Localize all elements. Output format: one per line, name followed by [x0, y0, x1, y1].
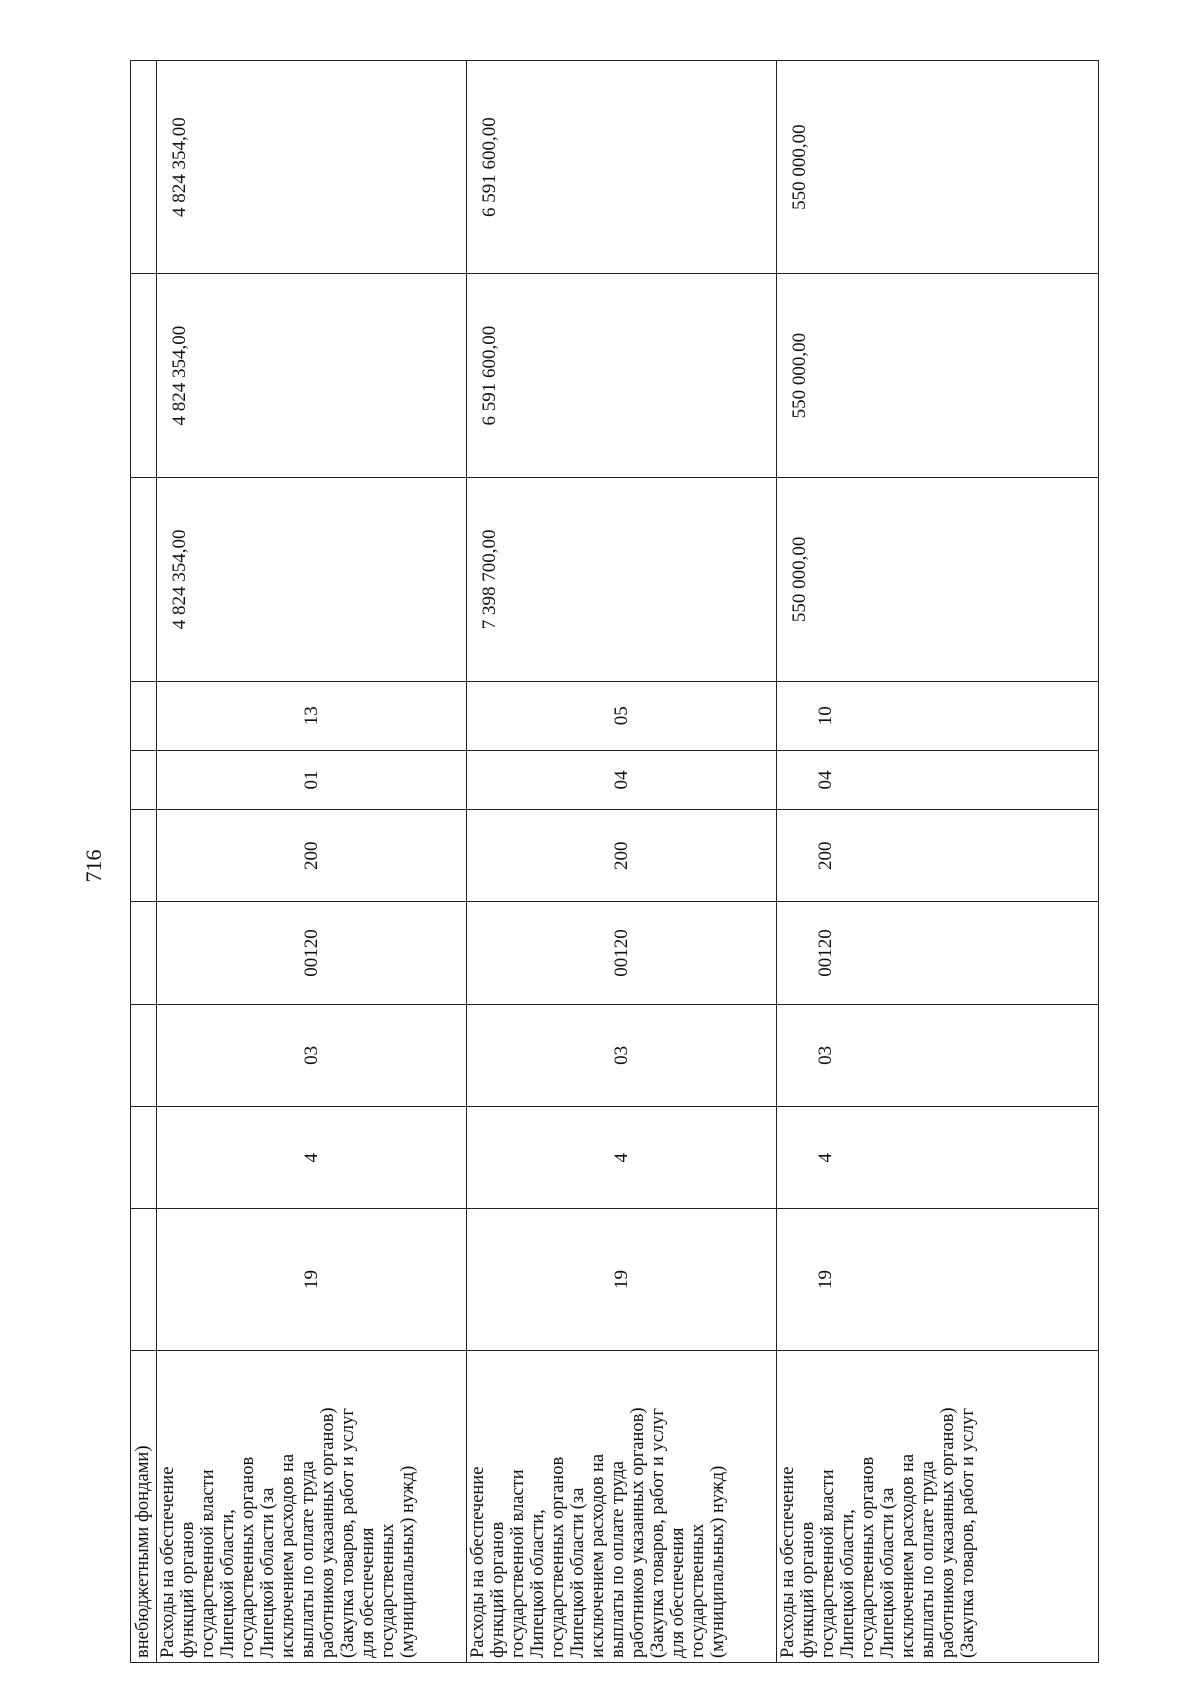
- cell-c6: 04: [467, 750, 777, 810]
- table-row: [157, 61, 467, 1663]
- rotated-table-wrapper: [130, 60, 1098, 1663]
- header-description-cell: внебюджетными фондами): [131, 1350, 157, 1662]
- header-empty-cell: [131, 810, 157, 902]
- cell-c1: 19: [157, 1209, 467, 1350]
- cell-amount-3: 6 591 600,00: [467, 61, 777, 274]
- table-header-row: [131, 61, 157, 1663]
- cell-c7: 05: [467, 681, 777, 750]
- cell-amount-2: 4 824 354,00: [157, 274, 467, 478]
- table-row: [467, 61, 777, 1663]
- cell-c5: 200: [467, 810, 777, 902]
- cell-c4: 00120: [467, 902, 777, 1004]
- cell-c5: 200: [157, 810, 467, 902]
- cell-c4: 00120: [777, 902, 1099, 1004]
- table-row: [777, 61, 1099, 1663]
- cell-c5: 200: [777, 810, 1099, 902]
- cell-c6: 04: [777, 750, 1099, 810]
- cell-c6: 01: [157, 750, 467, 810]
- budget-table: [130, 60, 1099, 1663]
- cell-amount-2: 550 000,00: [777, 274, 1099, 478]
- cell-c2: 4: [467, 1107, 777, 1209]
- cell-c4: 00120: [157, 902, 467, 1004]
- header-empty-cell: [131, 902, 157, 1004]
- row-description: Расходы на обеспечение функций органов государственной власти Липецкой области, государственных органов Липецкой области (за исключением расходов на выплаты по оплате труда работников указанных органов) (Закупка товаров, работ и услуг для обеспечения государственных (муниципальных) нужд): [467, 1350, 777, 1662]
- header-empty-cell: [131, 681, 157, 750]
- header-empty-cell: [131, 1209, 157, 1350]
- cell-c7: 10: [777, 681, 1099, 750]
- cell-c7: 13: [157, 681, 467, 750]
- header-empty-cell: [131, 61, 157, 274]
- cell-c2: 4: [777, 1107, 1099, 1209]
- cell-amount-1: 550 000,00: [777, 478, 1099, 682]
- cell-amount-1: 7 398 700,00: [467, 478, 777, 682]
- cell-c3: 03: [157, 1004, 467, 1106]
- cell-amount-3: 550 000,00: [777, 61, 1099, 274]
- page-number: 716: [81, 849, 106, 883]
- header-empty-cell: [131, 1004, 157, 1106]
- header-empty-cell: [131, 478, 157, 682]
- row-description: Расходы на обеспечение функций органов государственной власти Липецкой области, государственных органов Липецкой области (за исключением расходов на выплаты по оплате труда работников указанных органов) (Закупка товаров, работ и услуг для обеспечения государственных (муниципальных) нужд): [157, 1350, 467, 1662]
- cell-c3: 03: [467, 1004, 777, 1106]
- cell-amount-2: 6 591 600,00: [467, 274, 777, 478]
- cell-c1: 19: [777, 1209, 1099, 1350]
- cell-amount-1: 4 824 354,00: [157, 478, 467, 682]
- header-empty-cell: [131, 1107, 157, 1209]
- row-description: Расходы на обеспечение функций органов государственной власти Липецкой области, государственных органов Липецкой области (за исключением расходов на выплаты по оплате труда работников указанных органов) (Закупка товаров, работ и услуг: [777, 1350, 1099, 1662]
- header-empty-cell: [131, 750, 157, 810]
- budget-table-sheet: [130, 60, 1098, 1663]
- cell-c3: 03: [777, 1004, 1099, 1106]
- header-empty-cell: [131, 274, 157, 478]
- cell-c2: 4: [157, 1107, 467, 1209]
- cell-amount-3: 4 824 354,00: [157, 61, 467, 274]
- cell-c1: 19: [467, 1209, 777, 1350]
